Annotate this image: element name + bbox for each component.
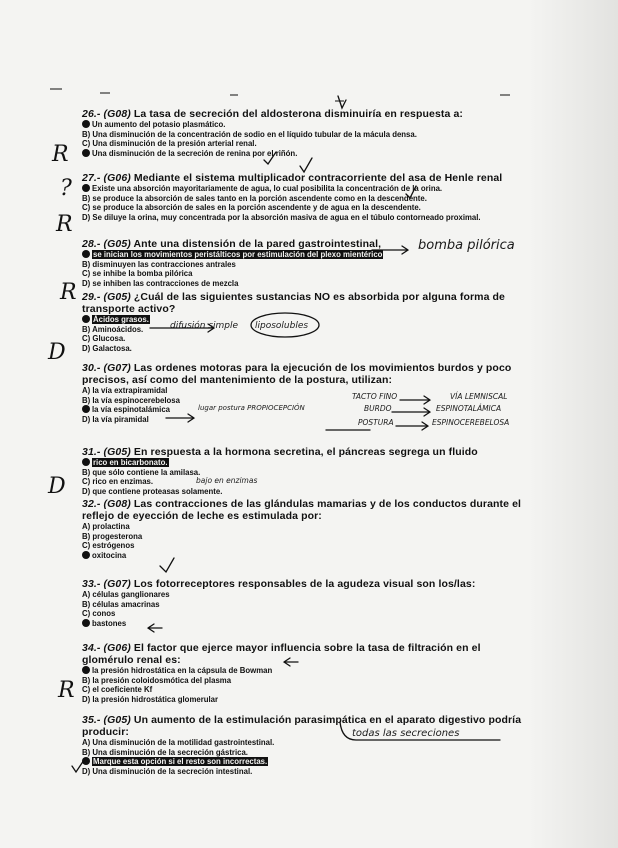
option-text: B) progesterona [82, 531, 143, 541]
option-text: D) Se diluye la orina, muy concentrada por la absorción masiva de agua en el túbulo contorneado proximal. [82, 212, 481, 222]
option-b[interactable] [82, 676, 532, 686]
margin-mark-r: R [60, 280, 77, 305]
option-c[interactable] [82, 477, 532, 487]
filled-bubble [82, 250, 90, 258]
question-stem: Los fotorreceptores responsables de la agudeza visual son los/las: [133, 578, 476, 590]
option-a[interactable] [82, 458, 532, 468]
question-stem: ¿Cuál de las siguientes sustancias NO es absorbida por alguna forma de transporte activo? [82, 291, 505, 315]
option-a[interactable] [82, 590, 532, 600]
handwritten-note: ESPINOCEREBELOSA [432, 418, 510, 427]
margin-mark-r: R [52, 142, 69, 167]
scan-artifact [50, 88, 62, 90]
option-text: A) Una disminución de la motilidad gastrointestinal. [82, 738, 275, 747]
option-text: se inician los movimientos peristálticos por estimulación del plexo mientérico [93, 250, 383, 259]
question-number: 31.- (G05) [82, 446, 131, 458]
handwritten-note: BURDO [364, 404, 392, 413]
option-d[interactable] [82, 695, 532, 705]
question-number: 28.- (G05) [82, 238, 131, 250]
option-c[interactable] [82, 203, 532, 213]
option-c[interactable] [82, 757, 532, 767]
question-number: 32.- (G08) [82, 498, 131, 510]
option-b[interactable] [82, 260, 532, 270]
option-b[interactable] [82, 468, 532, 478]
option-text: Existe una absorción mayoritariamente de agua, lo cual posibilita la concentración de la orina. [92, 184, 443, 193]
option-text: la vía espinotalámica [92, 405, 171, 415]
margin-mark-question: ? [60, 176, 72, 201]
question-32 [82, 498, 532, 560]
handwritten-note: todas las secreciones [352, 728, 460, 739]
option-text: C) estrógenos [82, 541, 135, 551]
option-c[interactable] [82, 609, 532, 619]
option-text: B) la presión coloidosmótica del plasma [82, 675, 232, 685]
option-a[interactable] [82, 666, 532, 676]
filled-bubble [82, 619, 90, 627]
question-text [82, 714, 532, 738]
question-number: 26.- (G08) [82, 108, 131, 120]
question-34 [82, 642, 532, 704]
option-b[interactable] [82, 130, 532, 140]
option-text: la presión hidrostática en la cápsula de Bowman [92, 666, 273, 675]
question-31 [82, 446, 532, 496]
question-26 [82, 108, 532, 158]
option-c[interactable] [82, 334, 532, 344]
question-text [82, 291, 532, 315]
question-stem: En respuesta a la hormona secretina, el páncreas segrega un fluido [133, 446, 478, 458]
option-a[interactable] [82, 184, 532, 194]
option-c[interactable] [82, 139, 532, 149]
question-number: 27.- (G06) [82, 172, 131, 184]
option-text: B) células amacrinas [82, 599, 160, 609]
question-text [82, 446, 532, 458]
option-text: C) se produce la absorción de sales en la porción ascendente y de agua en la descendente. [82, 203, 421, 213]
question-number: 30.- (G07) [82, 362, 131, 374]
option-text: A) prolactina [82, 522, 130, 531]
option-text: D) la presión hidrostática glomerular [82, 694, 219, 704]
option-d[interactable] [82, 213, 532, 223]
arrow-down-icon [338, 96, 346, 108]
question-text [82, 498, 532, 522]
option-text: B) se produce la absorción de sales tanto en la porción ascendente como en la descendente. [82, 193, 427, 203]
option-b[interactable] [82, 532, 532, 542]
option-b[interactable] [82, 600, 532, 610]
handwritten-note: bajo en enzimas [196, 476, 258, 485]
question-number: 34.- (G06) [82, 642, 131, 654]
option-d[interactable] [82, 279, 532, 289]
option-text: B) Una disminución de la secreción gástrica. [82, 747, 248, 757]
option-c[interactable] [82, 685, 532, 695]
handwritten-note: TACTO FINO [352, 392, 398, 401]
margin-mark-d: D [48, 340, 66, 365]
question-text [82, 362, 532, 386]
option-text: B) la vía espinocerebelosa [82, 395, 180, 405]
option-text: C) Una disminución de la presión arterial renal. [82, 139, 257, 149]
option-d[interactable] [82, 619, 532, 629]
option-text: bastones [92, 618, 127, 628]
question-number: 33.- (G07) [82, 578, 131, 590]
option-d[interactable] [82, 487, 532, 497]
option-text: B) que sólo contiene la amilasa. [82, 467, 201, 477]
handwritten-note: bomba pilórica [418, 238, 515, 253]
option-text: D) se inhiben las contracciones de mezcla [82, 278, 239, 288]
option-text: D) que contiene proteasas solamente. [82, 486, 223, 496]
option-text: Un aumento del potasio plasmático. [92, 120, 226, 129]
option-text: B) disminuyen las contracciones antrales [82, 259, 236, 269]
question-stem: Las contracciones de las glándulas mamarias y de los conductos durante el reflejo de eyección de leche es estimulada por: [82, 498, 522, 522]
question-text [82, 578, 532, 590]
question-stem: Las ordenes motoras para la ejecución de los movimientos burdos y poco precisos, así como del mantenimiento de la postura, utilizan: [82, 362, 512, 386]
question-33 [82, 578, 532, 628]
question-35 [82, 714, 532, 776]
option-text: Marque esta opción si el resto son incorrectas. [93, 757, 268, 767]
option-text: A) la vía extrapiramidal [82, 386, 168, 395]
question-text [82, 172, 532, 184]
filled-bubble [82, 184, 90, 192]
handwritten-note: liposolubles [255, 321, 309, 331]
option-c[interactable] [82, 269, 532, 279]
option-text: A) células ganglionares [82, 590, 170, 599]
option-b[interactable] [82, 748, 532, 758]
option-text: B) Una disminución de la concentración de sodio en el líquido tubular de la mácula densa. [82, 129, 417, 139]
option-text: D) la vía piramidal [82, 414, 149, 424]
margin-mark-r: R [56, 212, 73, 237]
question-text [82, 108, 532, 120]
question-stem: Un aumento de la estimulación parasimpática en el aparato digestivo podría producir: [82, 714, 522, 738]
filled-bubble [82, 405, 90, 413]
filled-bubble [82, 458, 90, 466]
question-number: 35.- (G05) [82, 714, 131, 726]
option-c[interactable] [82, 541, 532, 551]
handwritten-note: lugar postura PROPIOCEPCIÓN [198, 404, 305, 412]
question-text [82, 642, 532, 666]
scan-artifact [230, 94, 238, 96]
margin-mark-r: R [58, 678, 75, 703]
filled-bubble [82, 149, 90, 157]
margin-mark-d: D [48, 474, 66, 499]
option-d[interactable] [82, 149, 532, 159]
option-d[interactable] [82, 767, 532, 777]
question-27 [82, 172, 532, 222]
question-stem: Ante una distensión de la pared gastrointestinal, [133, 238, 382, 250]
option-a[interactable] [82, 738, 532, 748]
option-text: rico en bicarbonato. [93, 458, 168, 467]
checkmark-icon [300, 158, 312, 172]
option-a[interactable] [82, 120, 532, 130]
filled-bubble [82, 315, 90, 323]
filled-bubble [82, 120, 90, 128]
filled-bubble [82, 666, 90, 674]
filled-bubble [82, 551, 90, 559]
handwritten-note: POSTURA [358, 418, 394, 427]
option-text: D) Una disminución de la secreción intestinal. [82, 766, 253, 776]
option-text: B) Aminoácidos. [82, 324, 144, 334]
filled-bubble [82, 757, 90, 765]
option-text: C) se inhibe la bomba pilórica [82, 269, 193, 279]
option-text: C) rico en enzimas. [82, 477, 154, 487]
option-d[interactable] [82, 344, 532, 354]
option-d[interactable] [82, 551, 532, 561]
option-text: C) conos [82, 609, 116, 619]
option-text: Ácidos grasos. [93, 315, 149, 324]
option-a[interactable] [82, 522, 532, 532]
question-stem: Mediante el sistema multiplicador contracorriente del asa de Henle renal [133, 172, 503, 184]
question-stem: El factor que ejerce mayor influencia sobre la tasa de filtración en el glomérulo renal es: [82, 642, 481, 666]
handwritten-note: difusión simple [170, 321, 239, 331]
option-b[interactable] [82, 194, 532, 204]
handwritten-note: ESPINOTALÁMICA [436, 404, 502, 413]
question-stem: La tasa de secreción del aldosterona disminuiría en respuesta a: [133, 108, 463, 120]
option-text: C) el coeficiente Kf [82, 685, 153, 695]
option-text: oxitocina [92, 550, 127, 560]
option-text: D) Galactosa. [82, 343, 132, 353]
option-text: C) Glucosa. [82, 334, 126, 344]
scan-artifact [100, 92, 110, 94]
question-number: 29.- (G05) [82, 291, 131, 303]
option-text: Una disminución de la secreción de renina por el riñón. [92, 148, 298, 158]
scan-shadow [528, 0, 618, 848]
handwritten-note: VÍA LEMNISCAL [450, 392, 508, 401]
scan-artifact [335, 100, 344, 102]
scan-artifact [500, 94, 510, 96]
